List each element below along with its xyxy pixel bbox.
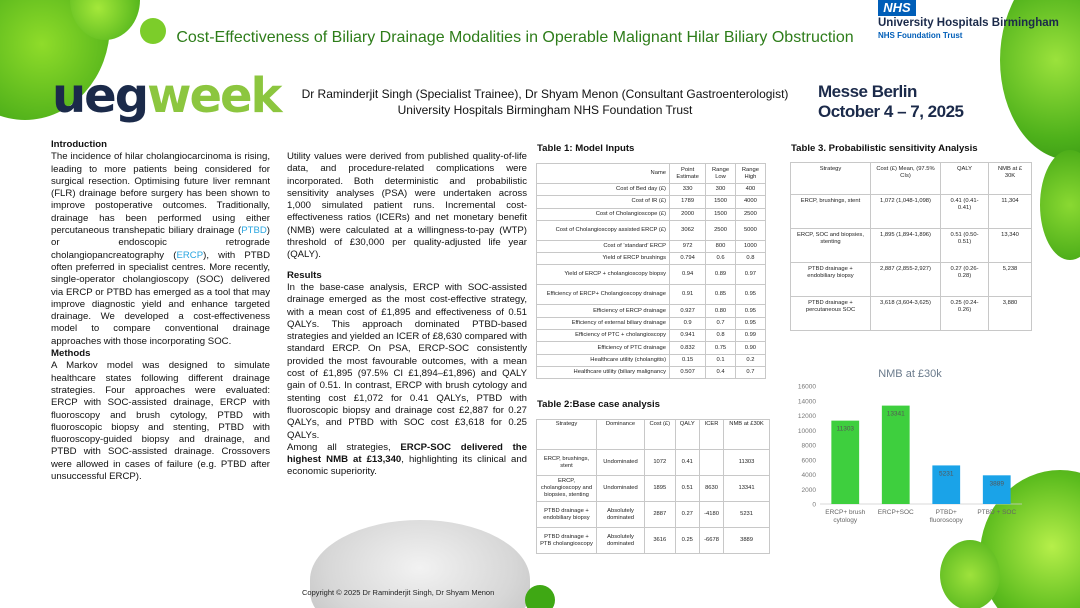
nhs-trust-name: University Hospitals Birmingham xyxy=(878,17,1059,29)
table-cell: ERCP, brushings, stent xyxy=(791,195,871,229)
table-header-cell: Name xyxy=(537,164,670,184)
table-cell: 0.95 xyxy=(735,285,765,305)
decorative-blob xyxy=(525,585,555,608)
table-header-cell: Strategy xyxy=(537,420,597,450)
table-header-row xyxy=(791,163,1032,195)
y-tick-label: 16000 xyxy=(797,383,816,391)
table-row xyxy=(537,476,770,502)
table-cell: 0.99 xyxy=(735,330,765,342)
table-cell: ERCP, SOC and biopsies, stenting xyxy=(791,229,871,263)
table-cell: 3,618 (3,604-3,625) xyxy=(871,297,941,331)
table-cell: Yield of ERCP + cholangioscopy biopsy xyxy=(537,265,670,285)
table-row xyxy=(537,285,766,305)
table1-caption: Table 1: Model Inputs xyxy=(537,143,635,154)
table-cell: 330 xyxy=(670,184,706,196)
decorative-blob xyxy=(940,540,1000,608)
chart-plot xyxy=(790,368,1030,528)
results-highlight: ERCP-SOC delivered the highest NMB at £13,340 xyxy=(287,441,527,466)
ercp-term: ERCP xyxy=(176,249,204,261)
table-header-cell: Range Low xyxy=(706,164,736,184)
table-cell: 400 xyxy=(735,184,765,196)
table-cell: 0.80 xyxy=(706,305,736,317)
table-cell: 0.85 xyxy=(706,285,736,305)
table-cell: Cost of Cholangioscopy assisted ERCP (£) xyxy=(537,220,670,240)
table-header-cell: Point Estimate xyxy=(670,164,706,184)
table-cell: 0.832 xyxy=(670,342,706,354)
table-cell: Healthcare utility (cholangitis) xyxy=(537,354,670,366)
table-cell: -4180 xyxy=(699,502,723,528)
table-header-cell: NMB at £ 30K xyxy=(989,163,1032,195)
table-cell: 5000 xyxy=(735,220,765,240)
nhs-trust-subtitle: NHS Foundation Trust xyxy=(878,31,963,40)
table-cell: 0.51 (0.50-0.51) xyxy=(941,229,989,263)
table-header-cell: NMB at £30K xyxy=(724,420,770,450)
table-cell: 0.51 xyxy=(675,476,699,502)
table-row xyxy=(537,240,766,252)
table-row xyxy=(537,305,766,317)
table-cell: 1789 xyxy=(670,196,706,208)
authors xyxy=(270,86,820,118)
table-row xyxy=(791,297,1032,331)
text-column-middle xyxy=(287,151,527,479)
table2-caption: Table 2:Base case analysis xyxy=(537,399,661,410)
table-cell: 11303 xyxy=(724,450,770,476)
table-cell: 1500 xyxy=(706,208,736,220)
table-header-cell: ICER xyxy=(699,420,723,450)
table-header-cell: Cost (£) Mean, (97.5% CIs) xyxy=(871,163,941,195)
table-cell: 2,887 (2,855-2,927) xyxy=(871,263,941,297)
bar-data-label: 13341 xyxy=(886,410,905,418)
table-cell: 0.794 xyxy=(670,253,706,265)
table-cell: 0.15 xyxy=(670,354,706,366)
table-cell: Cost of Cholangioscope (£) xyxy=(537,208,670,220)
bar-data-label: 11303 xyxy=(836,425,855,433)
table-cell: 0.6 xyxy=(706,253,736,265)
table-cell: 0.27 xyxy=(675,502,699,528)
table-cell: Efficiency of ERCP drainage xyxy=(537,305,670,317)
table-cell: PTBD drainage + PTB cholangioscopy xyxy=(537,528,597,554)
table-cell xyxy=(699,450,723,476)
table-header-row xyxy=(537,420,770,450)
table-row xyxy=(537,253,766,265)
table-row xyxy=(537,196,766,208)
table-cell: Undominated xyxy=(597,476,645,502)
x-tick-label: ERCP+ brush cytology xyxy=(825,509,866,524)
table-header-cell: Strategy xyxy=(791,163,871,195)
y-tick-label: 14000 xyxy=(797,398,816,406)
event-venue: Messe Berlin xyxy=(818,82,917,101)
methods-text: A Markov model was designed to simulate healthcare states following different drainage strategies. Four approaches were evaluated: ERCP with SOC-assisted drainage, ERCP with fluoroscopy and brush cytology, PTBD with fluoroscopic biopsy and stenting, PTBD with fluoroscopy-guided biopsy and drainage, and PTBD with SOC-assisted drainage. Crossovers were allowed in cases of failure (e.g. PTBD after unsuccessful ERCP). xyxy=(51,360,270,483)
table-header-cell: QALY xyxy=(675,420,699,450)
table-cell: 0.95 xyxy=(735,317,765,329)
table-cell: Yield of ERCP brushings xyxy=(537,253,670,265)
table-row xyxy=(791,195,1032,229)
y-tick-label: 4000 xyxy=(801,472,816,479)
table-cell: 3,880 xyxy=(989,297,1032,331)
table-cell: Absolutely dominated xyxy=(597,502,645,528)
table-cell: 13,340 xyxy=(989,229,1032,263)
event-dates: October 4 – 7, 2025 xyxy=(818,102,964,121)
table-cell: Undominated xyxy=(597,450,645,476)
table-row xyxy=(537,366,766,378)
chart-bar xyxy=(831,421,859,504)
table-cell: 3616 xyxy=(645,528,676,554)
table-header-cell: QALY xyxy=(941,163,989,195)
results-text: In the base-case analysis, ERCP with SOC-assisted drainage emerged as the most cost-effective strategy, with a mean cost of £1,895 and effectiveness of 0.51 QALYs. This approach dominated PTBD-based strategies and yielded an ICER of £8,630 compared with standard ERCP. On PSA, ERCP-SOC consistently provided the most favourable outcomes, with a mean cost of £1,895 (97.5% CI £1,894–£1,896) and QALY gain of 0.51. In contrast, ERCP with brush cytology and stenting cost £1,072 for 0.41 QALYs, PTBD with fluoroscopic biopsy and drainage cost £2,887 for 0.27 QALYs, and PTBD with SOC cost £3,618 for 0.25 QALYs. xyxy=(287,281,527,441)
table-cell: 2000 xyxy=(670,208,706,220)
table-row xyxy=(537,265,766,285)
table-cell: 0.7 xyxy=(735,366,765,378)
table3-caption: Table 3. Probabilistic sensitivity Analysis xyxy=(791,143,978,154)
table-cell: 0.507 xyxy=(670,366,706,378)
table-cell: 2887 xyxy=(645,502,676,528)
table-cell: 300 xyxy=(706,184,736,196)
table-cell: 2500 xyxy=(735,208,765,220)
table-cell: 0.97 xyxy=(735,265,765,285)
table-row xyxy=(537,502,770,528)
sensitivity-table xyxy=(790,162,1032,331)
results-heading: Results xyxy=(287,269,322,281)
table-cell: 0.89 xyxy=(706,265,736,285)
table-cell: 0.8 xyxy=(735,253,765,265)
table-cell: 0.927 xyxy=(670,305,706,317)
chart-title: NMB at £30k xyxy=(878,368,942,380)
table-cell: 0.27 (0.26-0.28) xyxy=(941,263,989,297)
y-tick-label: 0 xyxy=(812,501,816,509)
table-cell: 0.8 xyxy=(706,330,736,342)
table-cell: Healthcare utility (biliary malignancy xyxy=(537,366,670,378)
table-cell: 2500 xyxy=(706,220,736,240)
table-row xyxy=(791,263,1032,297)
table-cell: 0.4 xyxy=(706,366,736,378)
table-row xyxy=(537,354,766,366)
y-tick-label: 10000 xyxy=(797,427,816,435)
table-header-cell: Cost (£) xyxy=(645,420,676,450)
table-cell: 3889 xyxy=(724,528,770,554)
table-cell: 0.25 (0.24-0.26) xyxy=(941,297,989,331)
table-cell: 3062 xyxy=(670,220,706,240)
bar-data-label: 3889 xyxy=(989,480,1004,488)
table-cell: PTBD drainage + percutaneous SOC xyxy=(791,297,871,331)
table-header-cell: Range High xyxy=(735,164,765,184)
text-column-left xyxy=(51,139,270,483)
table-cell: 0.94 xyxy=(670,265,706,285)
table-cell: 0.9 xyxy=(670,317,706,329)
table-cell: ERCP, cholangioscopy and biopsies, stenting xyxy=(537,476,597,502)
table-cell: 1500 xyxy=(706,196,736,208)
table-row xyxy=(537,220,766,240)
intro-heading: Introduction xyxy=(51,139,107,150)
poster-title: Cost-Effectiveness of Biliary Drainage Modalities in Operable Malignant Hilar Biliary Obstruction xyxy=(176,29,854,46)
table-cell: 0.75 xyxy=(706,342,736,354)
model-inputs-table xyxy=(536,163,766,379)
table-cell: 0.91 xyxy=(670,285,706,305)
table-cell: Cost of ‘standard’ ERCP xyxy=(537,240,670,252)
table-cell: 4000 xyxy=(735,196,765,208)
table-cell: 0.41 xyxy=(675,450,699,476)
table-cell: 5,238 xyxy=(989,263,1032,297)
table-row xyxy=(537,208,766,220)
logo-week-text: week xyxy=(147,68,281,124)
table-cell: -6678 xyxy=(699,528,723,554)
table-cell: ERCP, brushings, stent xyxy=(537,450,597,476)
table-cell: Efficiency of PTC drainage xyxy=(537,342,670,354)
y-tick-label: 12000 xyxy=(797,413,816,420)
table-cell: 0.1 xyxy=(706,354,736,366)
table-cell: PTBD drainage + endobiliary biopsy xyxy=(537,502,597,528)
table-row xyxy=(791,229,1032,263)
table-cell: 1000 xyxy=(735,240,765,252)
y-tick-label: 6000 xyxy=(801,457,816,465)
table-cell: 1072 xyxy=(645,450,676,476)
copyright: Copyright © 2025 Dr Raminderjit Singh, Dr Shyam Menon xyxy=(302,588,495,597)
table-cell: 0.941 xyxy=(670,330,706,342)
table-cell: 0.2 xyxy=(735,354,765,366)
table-row xyxy=(537,342,766,354)
methods-text-continued: Utility values were derived from published quality-of-life data, and procedure-related complications were incorporated. Both deterministic and probabilistic sensitivity analyses (PSA) were undertaken across 1,000 simulated patient runs. Incremental cost-effectiveness ratios (ICERs) and net monetary benefit (NMB) were calculated at a willingness-to-pay (WTP) threshold of £30,000 per quality-adjusted life year (QALY). xyxy=(287,151,527,261)
table-row xyxy=(537,184,766,196)
ptbd-term: PTBD xyxy=(241,225,267,237)
authors-names: Dr Raminderjit Singh (Specialist Trainee), Dr Shyam Menon (Consultant Gastroenterologist) xyxy=(301,87,789,101)
table-row xyxy=(537,317,766,329)
table-row xyxy=(537,450,770,476)
table-cell: Cost of Bed day (£) xyxy=(537,184,670,196)
base-case-table xyxy=(536,419,770,554)
y-tick-label: 2000 xyxy=(801,486,816,494)
table-cell: Efficiency of ERCP+ Cholangioscopy drainage xyxy=(537,285,670,305)
table-cell: 0.90 xyxy=(735,342,765,354)
table-cell: 13341 xyxy=(724,476,770,502)
table-cell: 1,895 (1,894-1,896) xyxy=(871,229,941,263)
nmb-chart xyxy=(790,368,1030,528)
table-cell: 1,072 (1,048-1,098) xyxy=(871,195,941,229)
table-cell: Efficiency of PTC + cholangioscopy xyxy=(537,330,670,342)
bar-data-label: 5231 xyxy=(939,470,954,478)
intro-text: The incidence of hilar cholangiocarcinoma is rising, leading to more patients being considered for surgical resection. Optimising future liver remnant (FLR) drainage before surgery has been shown to improve postoperative outcomes. Traditionally, drainage has been performed using either percutaneous transhepatic biliary drainage (PTBD) or endoscopic retrograde cholangiopancreatography (ERCP), with PTBD often preferred in specialist centres. More recently, single-operator cholangioscopy (SOC) delivered via ERCP or PTBD has emerged as a tool that may improve diagnostic yield and enhance targeted drainage. We developed a cost-effectiveness model to compare conventional drainage approaches with those incorporating SOC. xyxy=(51,151,270,347)
decorative-blob xyxy=(1040,150,1080,260)
table-cell: Efficiency of external biliary drainage xyxy=(537,317,670,329)
x-tick-label: PTBD+ fluoroscopy xyxy=(929,509,963,524)
authors-affiliation: University Hospitals Birmingham NHS Foundation Trust xyxy=(397,103,693,117)
table-cell: 5231 xyxy=(724,502,770,528)
table-header-row xyxy=(537,164,766,184)
table-cell: 8630 xyxy=(699,476,723,502)
table-header-cell: Dominance xyxy=(597,420,645,450)
ueg-week-logo xyxy=(52,68,292,124)
table-cell: PTBD drainage + endobiliary biopsy xyxy=(791,263,871,297)
table-cell: 0.41 (0.41-0.41) xyxy=(941,195,989,229)
methods-heading: Methods xyxy=(51,348,91,360)
table-cell: Cost of IR (£) xyxy=(537,196,670,208)
table-cell: 0.95 xyxy=(735,305,765,317)
table-cell: 1895 xyxy=(645,476,676,502)
table-cell: 800 xyxy=(706,240,736,252)
x-tick-label: ERCP+SOC xyxy=(877,509,914,516)
table-row xyxy=(537,330,766,342)
table-cell: 0.25 xyxy=(675,528,699,554)
table-row xyxy=(537,528,770,554)
table-cell: 972 xyxy=(670,240,706,252)
x-tick-label: PTBD + SOC xyxy=(977,509,1017,516)
logo-ueg-text: ueg xyxy=(52,68,148,124)
results-conclusion: Among all strategies, ERCP-SOC delivered the highest NMB at £13,340, highlighting its clinical and economic superiority. xyxy=(287,441,527,478)
table-cell: 0.7 xyxy=(706,317,736,329)
nhs-logo: NHS xyxy=(878,0,916,16)
y-tick-label: 8000 xyxy=(801,442,816,450)
table-cell: 11,304 xyxy=(989,195,1032,229)
event-info xyxy=(818,82,963,122)
chart-bar xyxy=(882,406,910,504)
table-cell: Absolutely dominated xyxy=(597,528,645,554)
